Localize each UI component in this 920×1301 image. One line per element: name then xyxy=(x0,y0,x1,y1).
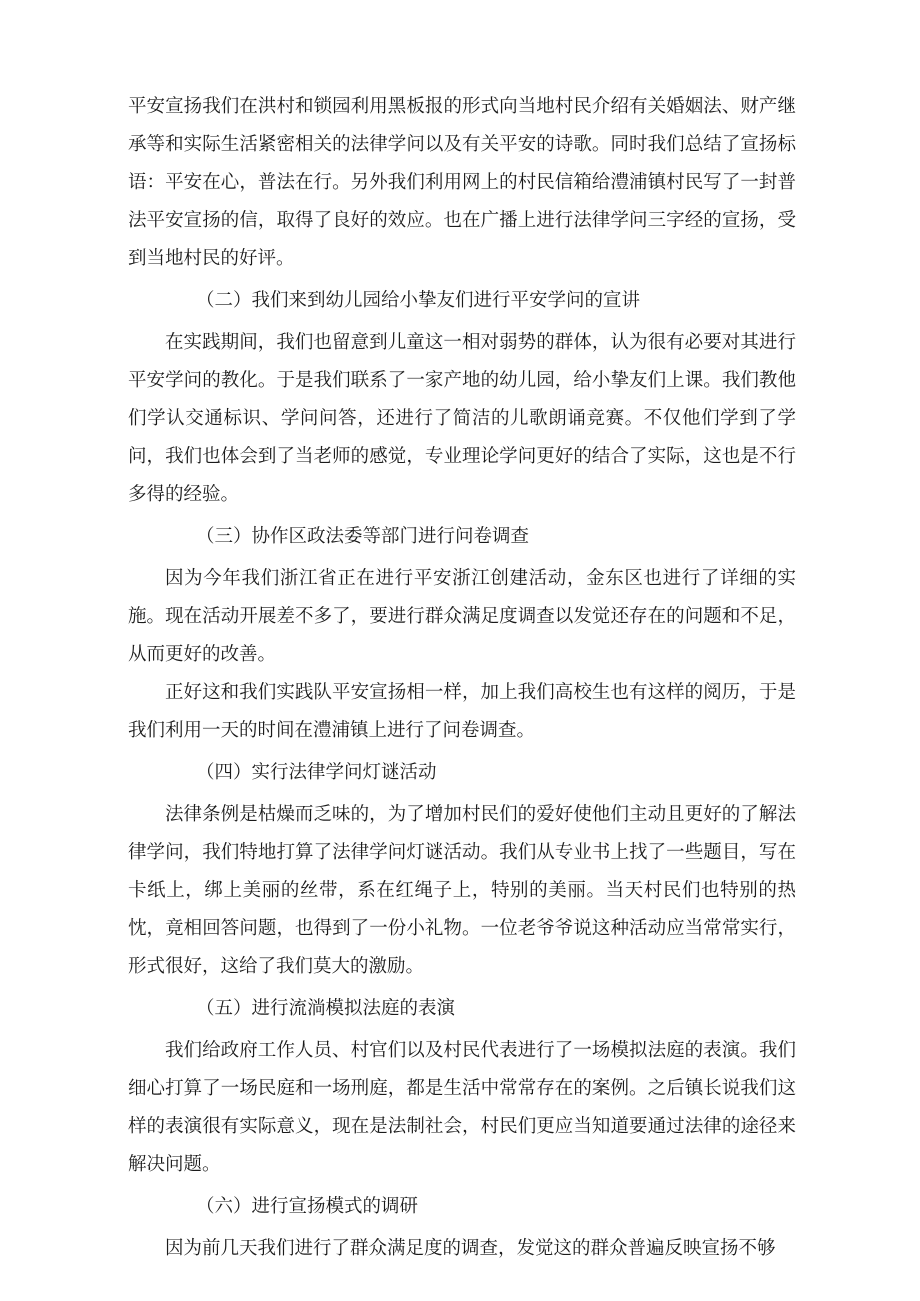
section-heading-4: （四）实行法律学问灯谜活动 xyxy=(196,762,437,783)
body-paragraph: 正好这和我们实践队平安宣扬相一样，加上我们高校生也有这样的阅历，于是我们利用一天的时间在澧浦镇上进行了问卷调查。 xyxy=(128,682,796,741)
section-heading-3: （三）协作区政法委等部门进行问卷调查 xyxy=(196,526,530,547)
body-paragraph: 法律条例是枯燥而乏味的，为了增加村民们的爱好使他们主动且更好的了解法律学问，我们特地打算了法律学问灯谜活动。我们从专业书上找了一些题目，写在卡纸上，绑上美丽的丝带，系在红绳子上，特别的美丽。当天村民们也特别的热忱，竟相回答问题，也得到了一份小礼物。一位老爷爷说这种活动应当常常实行，形式很好，这给了我们莫大的激励。 xyxy=(128,804,796,977)
section-heading-5: （五）进行流淌模拟法庭的表演 xyxy=(196,998,456,1019)
document-page xyxy=(128,88,796,1268)
section-heading-6: （六）进行宣扬模式的调研 xyxy=(196,1196,419,1217)
continuation-paragraph: 平安宣扬我们在洪村和锁园利用黑板报的形式向当地村民介绍有关婚姻法、财产继承等和实际生活紧密相关的法律学问以及有关平安的诗歌。同时我们总结了宣扬标语：平安在心，普法在行。另外我们利用网上的村民信箱给澧浦镇村民写了一封普法平安宣扬的信，取得了良好的效应。也在广播上进行法律学问三字经的宣扬，受到当地村民的好评。 xyxy=(128,96,796,269)
body-paragraph: 因为今年我们浙江省正在进行平安浙江创建活动，金东区也进行了详细的实施。现在活动开展差不多了，要进行群众满足度调查以发觉还存在的问题和不足，从而更好的改善。 xyxy=(128,568,796,665)
body-paragraph: 我们给政府工作人员、村官们以及村民代表进行了一场模拟法庭的表演。我们细心打算了一场民庭和一场刑庭，都是生活中常常存在的案例。之后镇长说我们这样的表演很有实际意义，现在是法制社会，村民们更应当知道要通过法律的途径来解决问题。 xyxy=(128,1040,796,1175)
body-paragraph: 因为前几天我们进行了群众满足度的调查，发觉这的群众普遍反映宣扬不够 xyxy=(165,1238,776,1259)
body-paragraph: 在实践期间，我们也留意到儿童这一相对弱势的群体，认为很有必要对其进行平安学问的教化。于是我们联系了一家产地的幼儿园，给小挚友们上课。我们教他们学认交通标识、学问问答，还进行了简洁的儿歌朗诵竞赛。不仅他们学到了学问，我们也体会到了当老师的感觉，专业理论学问更好的结合了实际，这也是不行多得的经验。 xyxy=(128,332,796,505)
section-heading-2: （二）我们来到幼儿园给小挚友们进行平安学问的宣讲 xyxy=(196,290,641,311)
